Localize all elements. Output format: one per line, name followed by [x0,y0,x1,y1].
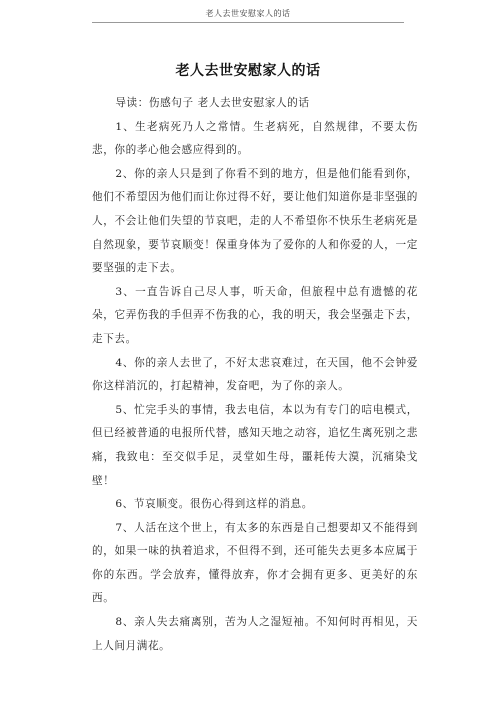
running-header: 老人去世安慰家人的话 [205,9,291,18]
paragraph-3: 3、一直告诉自己尽人事，听天命，但旅程中总有遗憾的花朵，它弄伤我的手但弄不伤我的心，我的明天，我会坚强走下去，走下去。 [92,285,418,345]
document-body [92,92,418,658]
intro-paragraph: 导读：伤感句子 老人去世安慰家人的话 [115,97,310,109]
paragraph-8: 8、亲人失去痛离别，苦为人之湿短袖。不知何时再相见，天上人间月满花。 [92,616,418,652]
document-title: 老人去世安慰家人的话 [175,63,321,79]
paragraph-5: 5、忙完手头的事情，我去电信，本以为有专门的唁电模式，但已经被普通的电报所代替，感知天地之动容，追忆生离死别之悲痛，我致电：至交似手足，灵堂如生母，噩耗传大漠，沉痛染戈壁！ [92,403,418,487]
paragraph-2: 2、你的亲人只是到了你看不到的地方，但是他们能看到你，他们不希望因为他们而让你过得不好，要让他们知道你是非坚强的人，不会让他们失望的节哀吧，走的人不希望你不快乐生老病死是自然现象，要节哀顺变！保重身体为了爱你的人和你爱的人，一定要坚强的走下去。 [92,167,418,275]
paragraph-7: 7、人活在这个世上，有太多的东西是自己想要却又不能得到的，如果一味的执着追求，不但得不到，还可能失去更多本应属于你的东西。学会放弃，懂得放弃，你才会拥有更多、更美好的东西。 [92,521,418,605]
header-divider [92,22,404,23]
paragraph-6: 6、节哀顺变。很伤心得到这样的消息。 [115,498,313,511]
paragraph-4: 4、你的亲人去世了，不好太悲哀难过，在天国，他不会钟爱你这样消沉的，打起精神，发奋吧，为了你的亲人。 [92,356,418,393]
paragraph-1: 1、生老病死乃人之常情。生老病死，自然规律，不要太伤悲，你的孝心他会感应得到的。 [92,120,418,157]
